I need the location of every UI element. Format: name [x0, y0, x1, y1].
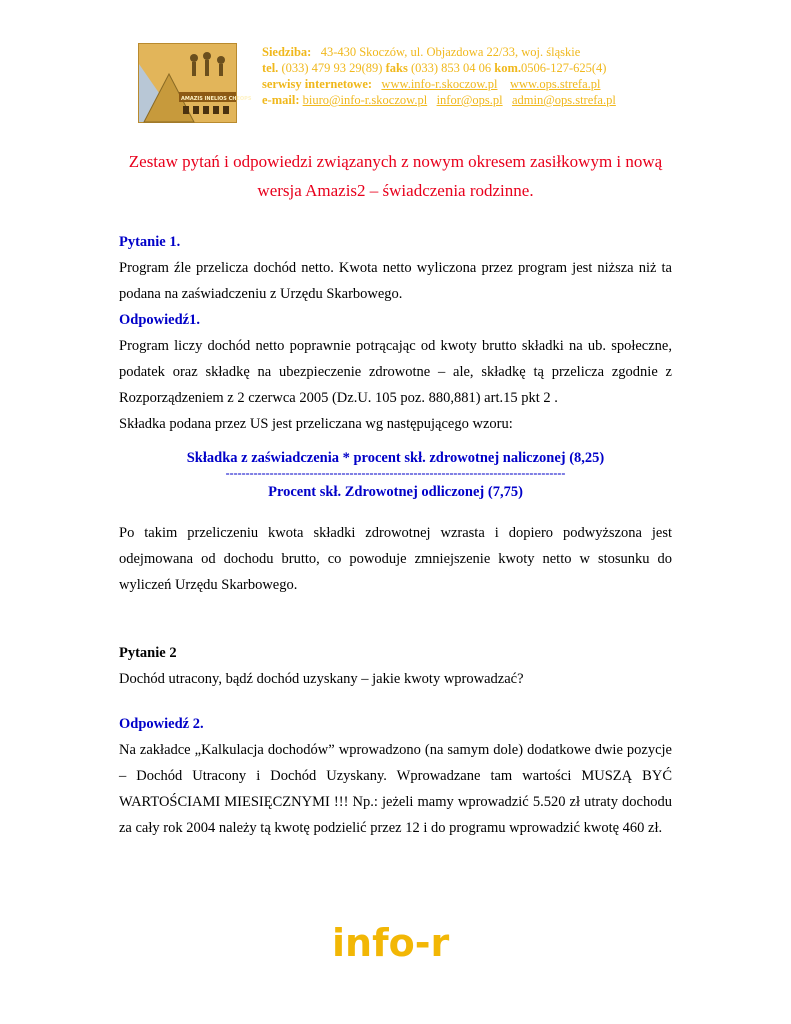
question-1-block	[119, 229, 672, 437]
question-2-block	[119, 640, 672, 692]
svg-text:AMAZIS INELIOS CHEOPS: AMAZIS INELIOS CHEOPS	[181, 96, 252, 102]
email-link-infor[interactable]: infor@ops.pl	[436, 93, 503, 107]
kom-value: 0506-127-625(4)	[521, 61, 607, 75]
website-link-ops[interactable]: www.ops.strefa.pl	[510, 77, 601, 91]
footer-logo	[330, 918, 460, 966]
question-2-heading: Pytanie 2	[119, 645, 177, 661]
tel-value: (033) 479 93 29(89)	[281, 61, 383, 75]
email-link-biuro[interactable]: biuro@info-r.skoczow.pl	[302, 93, 428, 107]
web-line	[262, 76, 682, 92]
document-title-line2: wersja Amazis2 – świadczenia rodzinne.	[257, 181, 534, 200]
answer-2-heading: Odpowiedź 2.	[119, 716, 204, 732]
header-contact	[262, 44, 682, 108]
email-link-admin[interactable]: admin@ops.strefa.pl	[511, 93, 616, 107]
address-line	[262, 44, 682, 60]
question-1-heading: Pytanie 1.	[119, 234, 181, 250]
siedziba-label: Siedziba:	[262, 45, 312, 59]
question-1-text: Program źle przelicza dochód netto. Kwota netto wyliczona przez program jest niższa niż ta podana na zaświadczeniu z Urzędu Skarbowego.	[119, 260, 672, 302]
tel-label: tel.	[262, 61, 279, 75]
faks-label: faks	[385, 61, 408, 75]
answer-2-block	[119, 711, 672, 841]
kom-label: kom.	[494, 61, 522, 75]
company-logo	[138, 43, 252, 123]
svg-text:info-r: info-r	[332, 921, 450, 965]
document-title-line1: Zestaw pytań i odpowiedzi związanych z nowym okresem zasiłkowym i nową	[128, 152, 663, 171]
email-label: e-mail:	[262, 93, 300, 107]
faks-value: (033) 853 04 06	[410, 61, 492, 75]
email-line	[262, 92, 682, 108]
answer-1-heading: Odpowiedź1.	[119, 312, 200, 328]
logo-image-icon	[139, 44, 252, 122]
formula-fraction-line: -------------------------------------------------------------------------------------	[225, 466, 566, 480]
answer-2-text: Na zakładce „Kalkulacja dochodów” wprowadzono (na samym dole) dodatkowe dwie pozycje – Dochód Utracony i Dochód Uzyskany. Wprowadzane tam wartości MUSZĄ BYĆ WARTOŚCIAMI MIESIĘCZNYMI !!! Np.: jeżeli mamy wprowadzić 5.520 zł utraty dochodu za cały rok 2004 należy tą kwotę podzielić przez 12 i do programu wprowadzić kwotę 460 zł.	[119, 742, 672, 836]
formula-denominator: Procent skł. Zdrowotnej odliczonej (7,75)	[268, 484, 523, 500]
formula-numerator: Składka z zaświadczenia * procent skł. zdrowotnej naliczonej (8,25)	[186, 450, 605, 466]
website-link-info-r[interactable]: www.info-r.skoczow.pl	[381, 77, 498, 91]
answer-1-text: Program liczy dochód netto poprawnie potrącając od kwoty brutto składki na ub. społeczne, podatek oraz składkę na ubezpieczenie zdrowotne – ale, składkę tą przelicza zgodnie z Rozporządzeniem z 2 czerwca 2005 (Dz.U. 105 poz. 880,881) art.15 pkt 2 .	[119, 338, 672, 406]
phone-line	[262, 60, 682, 76]
info-r-logo-icon	[330, 918, 460, 966]
answer-1-conclusion-block	[119, 520, 672, 598]
question-2-text: Dochód utracony, bądź dochód uzyskany – jakie kwoty wprowadzać?	[119, 671, 524, 687]
serwisy-label: serwisy internetowe:	[262, 77, 373, 91]
siedziba-value: 43-430 Skoczów, ul. Objazdowa 22/33, woj. śląskie	[320, 45, 581, 59]
answer-1-formula-intro: Składka podana przez US jest przeliczana wg następującego wzoru:	[119, 416, 513, 432]
answer-1-conclusion: Po takim przeliczeniu kwota składki zdrowotnej wzrasta i dopiero podwyższona jest odejmowana od dochodu brutto, co powoduje zmniejszenie kwoty netto w stosunku do wyliczeń Urzędu Skarbowego.	[119, 525, 672, 593]
